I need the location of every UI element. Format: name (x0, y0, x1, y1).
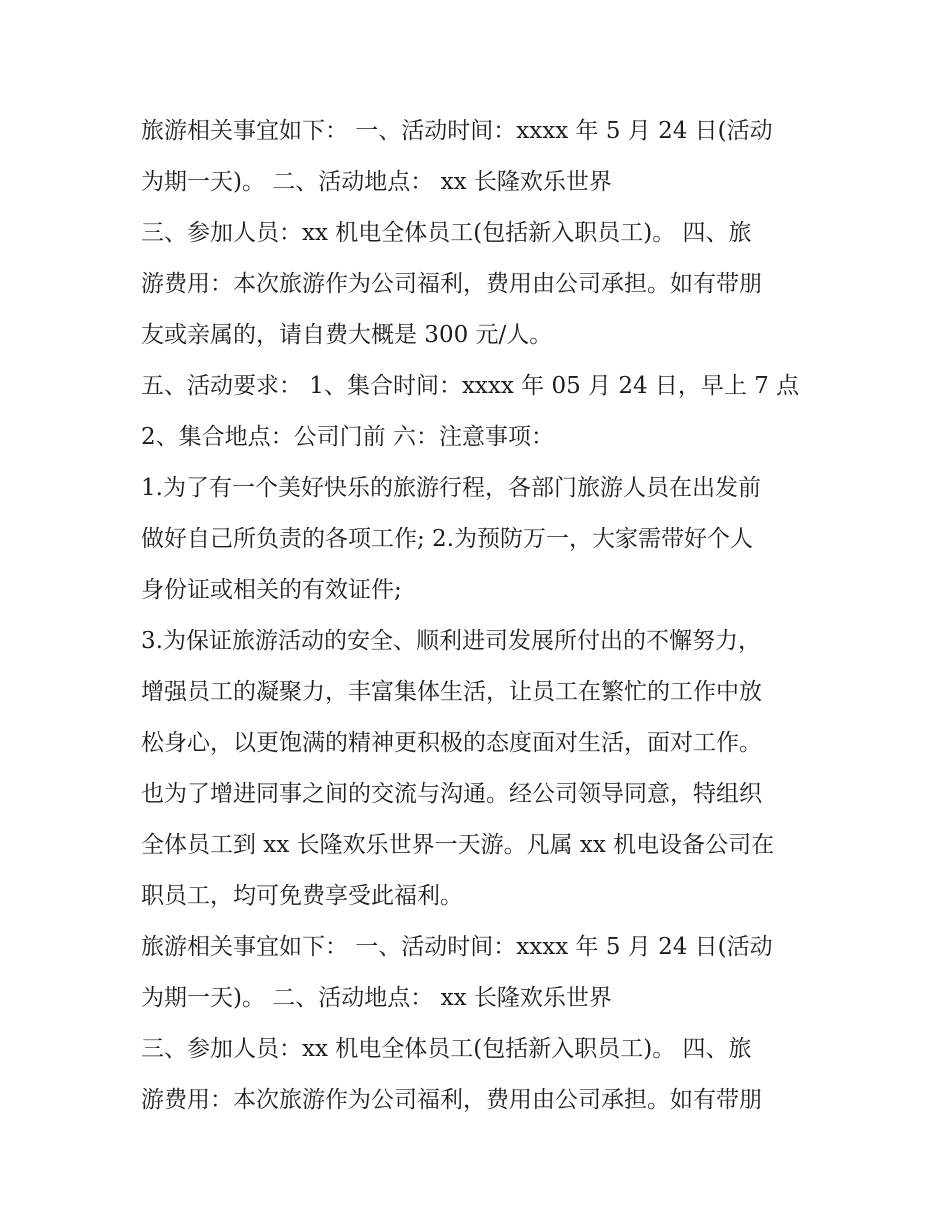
text-line: 为期一天)。 二、活动地点： xx 长隆欢乐世界 (141, 985, 612, 1011)
text-line: 3.为保证旅游活动的安全、顺利进司发展所付出的不懈努力， (141, 628, 761, 654)
text-line: 旅游相关事宜如下： 一、活动时间：xxxx 年 5 月 24 日(活动 (141, 934, 773, 960)
text-line: 为期一天)。 二、活动地点： xx 长隆欢乐世界 (141, 169, 612, 195)
text-line: 松身心，以更饱满的精神更积极的态度面对生活，面对工作。 (141, 730, 762, 756)
text-line: 也为了增进同事之间的交流与沟通。经公司领导同意，特组织 (141, 781, 762, 807)
text-line: 三、参加人员：xx 机电全体员工(包括新入职员工)。 四、旅 (141, 1036, 752, 1062)
text-line: 2、集合地点：公司门前 六：注意事项： (141, 424, 554, 450)
text-line: 增强员工的凝聚力，丰富集体生活，让员工在繁忙的工作中放 (141, 679, 762, 705)
text-line: 旅游相关事宜如下： 一、活动时间：xxxx 年 5 月 24 日(活动 (141, 118, 773, 144)
document-body (141, 106, 821, 1126)
text-line: 友或亲属的，请自费大概是 300 元/人。 (141, 322, 553, 348)
text-line: 游费用：本次旅游作为公司福利，费用由公司承担。如有带朋 (141, 1087, 762, 1113)
text-line: 全体员工到 xx 长隆欢乐世界一天游。凡属 xx 机电设备公司在 (141, 832, 775, 858)
text-line: 三、参加人员：xx 机电全体员工(包括新入职员工)。 四、旅 (141, 220, 752, 246)
text-line: 五、活动要求： 1、集合时间：xxxx 年 05 月 24 日，早上 7 点 (141, 373, 800, 399)
text-line: 游费用：本次旅游作为公司福利，费用由公司承担。如有带朋 (141, 271, 762, 297)
text-line: 身份证或相关的有效证件; (141, 577, 402, 603)
text-line: 职员工，均可免费享受此福利。 (141, 883, 463, 909)
text-line: 做好自己所负责的各项工作; 2.为预防万一，大家需带好个人 (141, 526, 754, 552)
text-line: 1.为了有一个美好快乐的旅游行程，各部门旅游人员在出发前 (141, 475, 761, 501)
